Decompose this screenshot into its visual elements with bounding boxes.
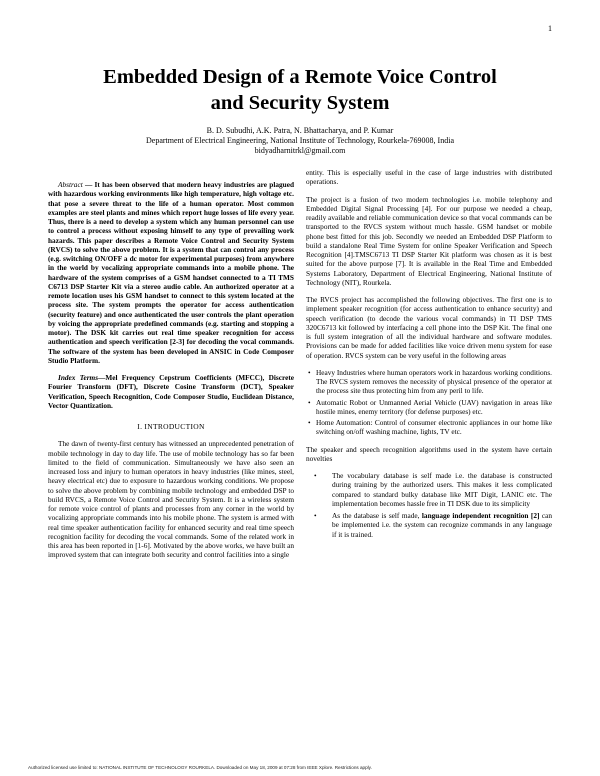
abstract-text: — It has been observed that modern heavy industries are plagued with hazardous working environments like high temperature, high voltage etc. that pose a severe threat to the life of a human operator. Most common examples are steel plants and mines which report huge losses of life every year. Thus, there is a need to develop a system which any human personnel can use to control a process without exposing himself to any type of prevailing work hazards. This paper describes a Remote Voice Control and Security System (RVCS) to solve the above problem. It is a system that can control any process (e.g. switching ON/OFF a dc motor for experimental purposes) from anywhere in the world by vocalizing appropriate commands into a mobile phone. The hardware of the system comprises of a GSM handset connected to a TI TMS C6713 DSP Starter Kit via a stereo audio cable. An authorized operator at a remote location uses his GSM handset to connect to this system located at the process site. The system prompts the operator for access authentication (security feature) and once authenticated the user controls the plant operation by voicing the appropriate predefined commands (e.g. starting and stopping a motor). The DSK kit carries out real time speaker recognition for access authentication and speech verification [2-3] for decoding the vocal commands. The software of the system has been developed in ANSIC in Code Composer Studio Platform. bbox=[48, 180, 294, 365]
author-email: bidyadharnitrkl@gmail.com bbox=[254, 146, 346, 155]
list-item-text-emphasis: language independent recognition [2] bbox=[421, 511, 540, 520]
download-footer: Authorized licensed use limited to: NATIONAL INSTITUTE OF TECHNOLOGY ROURKELA. Downloaded on May 18, 2009 at 07:28 from IEEE Xplore. Restrictions apply. bbox=[28, 765, 372, 770]
bullet-icon: • bbox=[308, 418, 311, 427]
index-terms-label: Index Terms bbox=[58, 373, 99, 382]
abstract-label: Abstract bbox=[58, 180, 83, 189]
abstract bbox=[48, 180, 294, 365]
list-item bbox=[306, 398, 552, 417]
list-item bbox=[306, 511, 552, 539]
author-names: B. D. Subudhi, A.K. Patra, N. Bhattacharya, and P. Kumar bbox=[206, 126, 394, 135]
list-item bbox=[306, 471, 552, 508]
bullet-icon: • bbox=[308, 367, 311, 377]
introduction-paragraph: The dawn of twenty-first century has witnessed an unprecedented penetration of mobile technology in day to day life. The use of mobile technology has so far been limited to the field of communication. Simultaneously we have also seen an increased loss and injury to human operators in heavy industries (like mines, steel, heavy electrical etc) due to exposure to hazardous working conditions. We propose to solve the above problem by combining mobile technology and embedded DSP to build RVCS, a Remote Voice Control and Security System. It is a wireless system for remote voice control of plants and processes from any corner in the world by vocalizing appropriate commands into his mobile phone. The system is armed with real time speaker authentication facility for enhanced security and real time speech recognition facility for decoding the vocal commands. Some of the related work in this area has been reported in [1-6]. Motivated by the above works, we have built an improved system that can integrate both security and control facilities into a single bbox=[48, 439, 294, 560]
list-item-text: Heavy Industries where human operators work in hazardous working conditions. The RVCS system removes the necessity of physical presence of the operator at the process site thus protecting him from any peril to life. bbox=[316, 367, 552, 396]
index-terms bbox=[48, 373, 294, 410]
requirements-intro: The speaker and speech recognition algorithms used in the system have certain novelties bbox=[306, 444, 552, 463]
section-heading-introduction: I. INTRODUCTION bbox=[137, 422, 205, 431]
bullet-icon: • bbox=[314, 471, 317, 480]
list-item-text-start: As the database is self made, bbox=[332, 511, 422, 520]
bullet-icon: • bbox=[308, 397, 311, 407]
list-item bbox=[306, 368, 552, 396]
objectives-paragraph: The RVCS project has accomplished the following objectives. The first one is to implement speaker recognition (for access authentication to enhance security) and speech verification (to decode the various vocal commands) in TI DSP TMS 320C6713 kit followed by interfacing a cell phone into the DSP Kit. The final one is full system integration of all the individual hardware and software modules. Provisions can be made for added facilities like voice driven menu system for ease of operation. RVCS system can be very useful in the following areas bbox=[306, 295, 552, 360]
left-column bbox=[48, 180, 294, 568]
index-terms-text: —Mel Frequency Cepstrum Coefficients (MFCC), Discrete Fourier Transform (DFT), Discrete Cosine Transform (DCT), Speaker Verification, Speech Recognition, Code Composer Studio, Euclidean Distance, Vector Quantization. bbox=[48, 373, 294, 410]
list-item-text: Automatic Robot or Unmanned Aerial Vehicle (UAV) navigation in areas like hostile mines, enemy territory (for defense purposes) etc. bbox=[316, 397, 552, 416]
author-block bbox=[40, 126, 560, 156]
list-item-text-end: can be implemented i.e. the system can recognize commands in any language if it is trained. bbox=[332, 511, 552, 539]
bullet-icon: • bbox=[314, 511, 317, 520]
list-item-text: Home Automation: Control of consumer electronic appliances in our home like switching on/off washing machine, lights, TV etc. bbox=[316, 418, 552, 437]
project-paragraph: The project is a fusion of two modern technologies i.e. mobile telephony and Embedded Digital Signal Processing [4]. For our purpose we needed a cheap, readily available and reliable communication device so that vocal commands can be transported to the RVCS system without much hassle. GSM handset or mobile phone best fitted for this job. Secondly we needed an Embedded DSP Platform to build a standalone Real Time System for online Speaker Verification and Speech Recognition [4].TMSC6713 TI DSP Starter Kit platform was chosen as it is best suited for the above purpose [7]. It is available in the Real Time and Embedded Systems Laboratory, Department of Electrical Engineering, National Institute of Technology (NIT), Rourkela. bbox=[306, 194, 552, 287]
title-line-2: and Security System bbox=[210, 92, 390, 114]
author-affiliation: Department of Electrical Engineering, National Institute of Technology, Rourkela-769008, India bbox=[145, 136, 454, 145]
application-areas-list bbox=[306, 368, 552, 437]
list-item bbox=[306, 418, 552, 437]
title-line-1: Embedded Design of a Remote Voice Control bbox=[103, 66, 497, 88]
novelties-list bbox=[306, 471, 552, 539]
page-number: 1 bbox=[548, 24, 552, 33]
list-item-text: The vocabulary database is self made i.e. the database is constructed during training by the authorized users. This makes it less complicated compared to standard bulky database like MIT Digit, LANIC etc. The implementation becomes hassle free in TI DSK due to its simplicity bbox=[332, 471, 552, 508]
paper-title bbox=[40, 64, 560, 116]
continuation-paragraph: entity. This is especially useful in the case of large industries with distributed operations. bbox=[306, 168, 552, 187]
right-column bbox=[306, 168, 552, 547]
